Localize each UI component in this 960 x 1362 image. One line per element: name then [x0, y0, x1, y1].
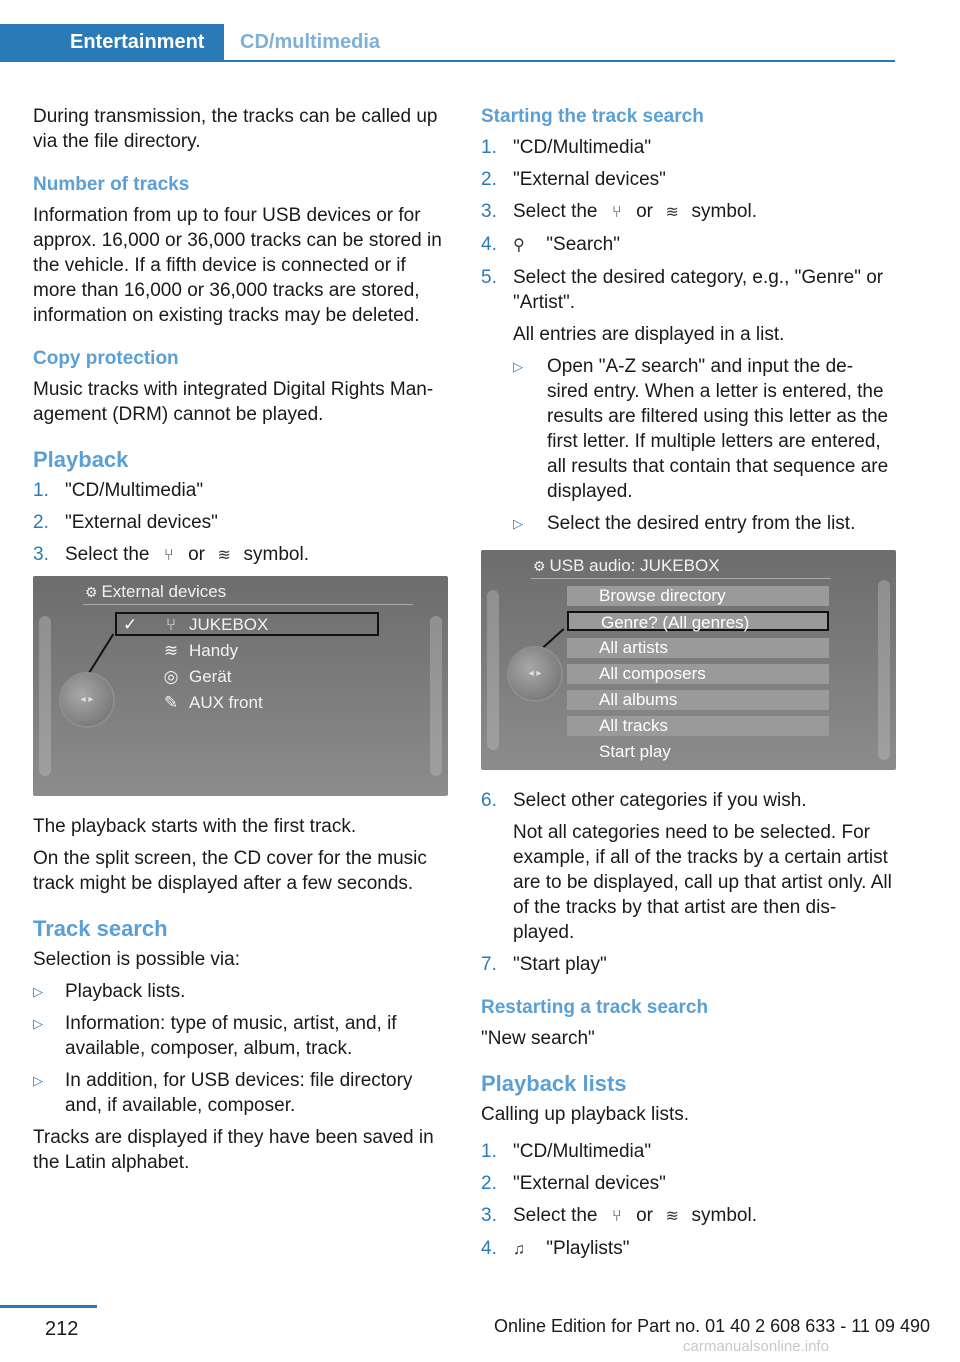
screen-edge-left: [487, 590, 499, 750]
menu-item-browse: Browse directory: [567, 586, 829, 606]
footer-rule: [0, 1305, 97, 1308]
bullet-icon: ▷: [33, 1016, 43, 1031]
copy-heading: Copy protection: [33, 348, 179, 369]
playback-steps: [33, 478, 448, 568]
search-steps: [481, 135, 896, 315]
list-item: 2. "External devices": [33, 512, 218, 533]
callout-line: [88, 633, 114, 673]
usb-icon: ⑂: [163, 547, 174, 564]
list-item: 1. "CD/Multimedia": [481, 1141, 652, 1162]
start-search-heading: Starting the track search: [481, 106, 704, 127]
right-column: [481, 104, 896, 1269]
device-row: ◎ Gerät: [153, 664, 232, 689]
usb-icon: ⑂: [165, 615, 177, 634]
edition-text: Online Edition for Part no. 01 40 2 608 633 - 11 09 490: [494, 1316, 930, 1336]
mp3-player-icon: ◎: [163, 667, 179, 686]
step5-continuation: All entries are displayed in a list.: [513, 324, 785, 345]
list-item: ▷ Select the desired entry from the list.: [513, 513, 856, 534]
menu-item-tracks: All tracks: [567, 716, 829, 736]
restart-text: "New search": [481, 1028, 595, 1049]
intro-text: During transmission, the tracks can be called up via the file directory.: [33, 106, 438, 152]
list-item: 4. ⚲ "Search": [481, 232, 896, 258]
list-item: 2. "External devices": [481, 1173, 666, 1194]
device-icon: ≋: [217, 547, 231, 564]
screen-title-rule: [83, 604, 413, 605]
list-item: ▷ In addition, for USB devices: file directory and, if available, composer.: [33, 1070, 413, 1116]
menu-item-artists: All artists: [567, 638, 829, 658]
page-number: 212: [45, 1318, 79, 1340]
usb-icon: ⑂: [611, 204, 622, 221]
screen-edge-right: [878, 580, 890, 760]
header-rule: [224, 60, 895, 62]
selection-text: Selection is possible via:: [33, 949, 240, 970]
list-item: ▷ Open "A-Z search" and input the de- sired entry. When a letter is entered, the results are filtered using this letter as the first letter. If multiple letters are entered, all results that contain that sequence are displayed.: [513, 356, 889, 502]
playback-lists-text: Calling up playback lists.: [481, 1104, 690, 1125]
playback-lists-heading: Playback lists: [481, 1071, 627, 1096]
restart-heading: Restarting a track search: [481, 997, 709, 1018]
step5-bullets: [513, 354, 896, 536]
selection-bullets: [33, 979, 448, 1118]
device-row: ✎ AUX front: [153, 690, 263, 715]
device-icon: ≋: [665, 1208, 679, 1225]
number-heading: Number of tracks: [33, 174, 190, 195]
step6-continuation: Not all categories need to be selected. For example, if all of the tracks by a certain artist are to be displayed, call up that artist only. All of the tracks by that artist are then dis- played.: [513, 822, 892, 943]
menu-item-albums: All albums: [567, 690, 829, 710]
screen-edge-left: [39, 616, 51, 776]
screen-edge-right: [430, 616, 442, 776]
playback-lists-steps: [481, 1139, 896, 1262]
left-column: [33, 104, 448, 1182]
list-item: ▷ Information: type of music, artist, and, if available, composer, album, track.: [33, 1013, 397, 1059]
watermark: carmanualsonline.info: [683, 1338, 829, 1355]
list-item: 3. Select the ⑂ or ≋ symbol.: [481, 1203, 896, 1229]
search-steps-final: [481, 952, 896, 977]
list-item: 7. "Start play": [481, 954, 607, 975]
after-screen-text: On the split screen, the CD cover for the music track might be displayed after a few seconds.: [33, 848, 427, 894]
latin-text: Tracks are displayed if they have been saved in the Latin alphabet.: [33, 1127, 434, 1173]
list-item: 2. "External devices": [481, 169, 666, 190]
usb-audio-screenshot: [481, 550, 896, 770]
page-header: [0, 0, 895, 62]
list-item: 5. Select the desired category, e.g., "Genre" or "Artist".: [481, 267, 884, 313]
section-label: Entertainment: [70, 31, 205, 53]
list-item: ▷ Playback lists.: [33, 981, 186, 1002]
list-item: 1. "CD/Multimedia": [481, 137, 652, 158]
bullet-icon: ▷: [513, 359, 523, 374]
screen-title: ⚙ External devices: [85, 582, 227, 601]
bullet-icon: ▷: [513, 516, 523, 531]
screen-title: ⚙ USB audio: JUKEBOX: [533, 556, 720, 575]
controller-knob: ◂ ▸: [59, 672, 115, 728]
search-steps-continued: [481, 788, 896, 813]
aux-icon: ✎: [163, 693, 179, 712]
list-item: 6. Select other categories if you wish.: [481, 790, 807, 811]
list-item: 1. "CD/Multimedia": [33, 480, 204, 501]
copy-text: Music tracks with integrated Digital Rights Man- agement (DRM) cannot be played.: [33, 379, 434, 425]
after-screen-text: The playback starts with the first track.: [33, 816, 357, 837]
list-item: 3. Select the ⑂ or ≋ symbol.: [481, 199, 896, 225]
bullet-icon: ▷: [33, 984, 43, 999]
usb-icon: ⑂: [611, 1208, 622, 1225]
track-search-heading: Track search: [33, 916, 168, 941]
controller-knob: ◂ ▸: [507, 646, 563, 702]
menu-item-composers: All composers: [567, 664, 829, 684]
menu-item-genre: Genre? (All genres): [567, 611, 829, 631]
device-row: ✓ ⑂ JUKEBOX: [123, 612, 268, 637]
device-icon: ≋: [665, 204, 679, 221]
playlist-icon: ♫: [513, 1241, 525, 1258]
number-text: Information from up to four USB devices or for approx. 16,000 or 36,000 tracks can be stored in the vehicle. If a fifth device is connected or if more than 16,000 or 36,000 tracks are stored, information on existing tracks may be deleted.: [33, 205, 442, 326]
playback-heading: Playback: [33, 447, 129, 472]
search-icon: ⚲: [513, 237, 525, 254]
device-icon: ≋: [163, 641, 179, 660]
subsection-label: CD/multimedia: [240, 31, 381, 53]
external-devices-screenshot: [33, 576, 448, 796]
menu-item-start-play: Start play: [599, 742, 671, 761]
list-item: 3. Select the ⑂ or ≋ symbol.: [33, 542, 448, 568]
list-item: 4. ♫ "Playlists": [481, 1236, 896, 1262]
screen-title-rule: [531, 578, 831, 579]
device-row: ≋ Handy: [153, 638, 238, 663]
section-tab: [0, 24, 224, 62]
bullet-icon: ▷: [33, 1073, 43, 1088]
